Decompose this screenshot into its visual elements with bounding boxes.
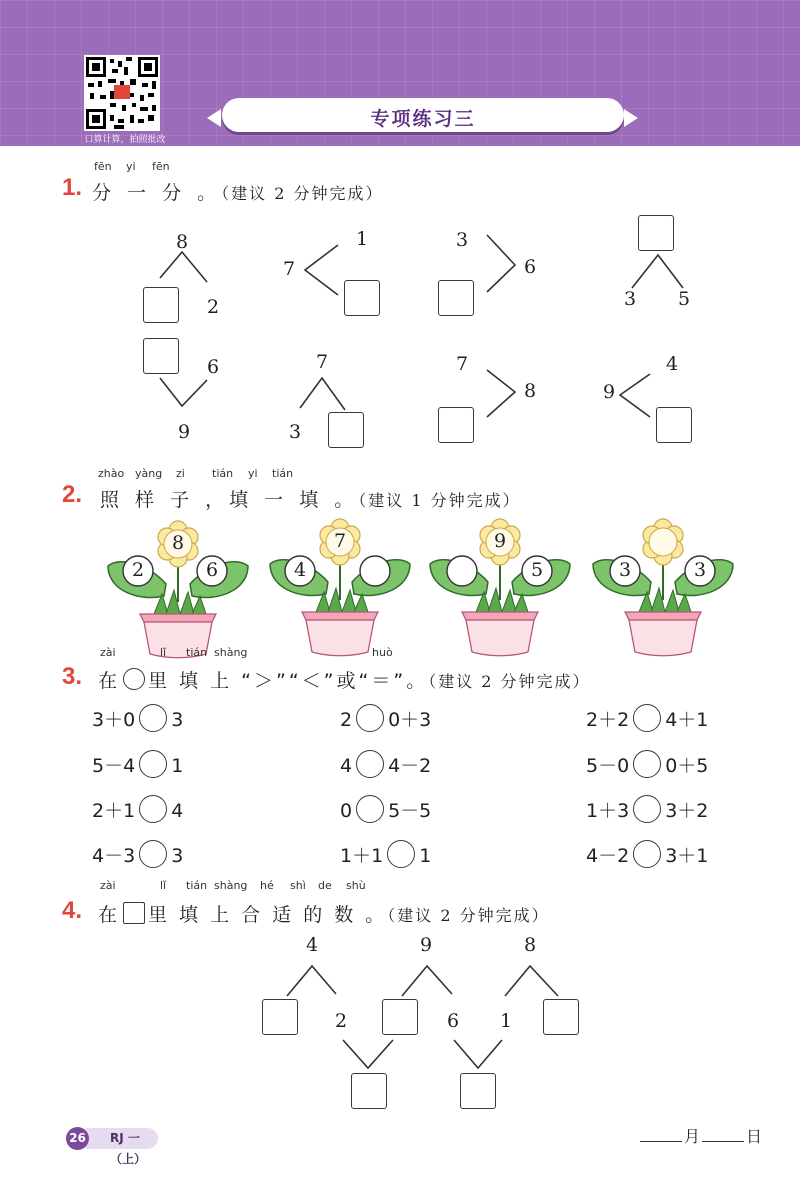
q2-pinyin-3: zi [176, 467, 185, 480]
q3-r4-c1: 4－3 3 [92, 840, 183, 868]
q3-r1-c1-answer[interactable] [139, 704, 167, 732]
q2-pinyin-1: zhào [98, 467, 125, 480]
q4-suggestion: （建议 2 分钟完成） [387, 906, 550, 925]
flower1-left: 2 [131, 559, 145, 581]
q4-pinyin-1: zài [100, 879, 116, 892]
flower3-top: 9 [493, 530, 507, 552]
q3-r2-c2-answer[interactable] [356, 750, 384, 778]
q3-circle-icon [123, 668, 145, 690]
q3-title-a: 在 [98, 670, 121, 692]
q3-r4-c2-answer[interactable] [387, 840, 415, 868]
q3-r3-c2-answer[interactable] [356, 795, 384, 823]
qr-caption: 口算计算，拍照批改 [84, 135, 166, 145]
q4-box-icon [123, 902, 145, 924]
q4-answer-box-3[interactable] [543, 999, 579, 1035]
q1-item8-left: 9 [603, 381, 616, 403]
q3-r4-c3: 4－2 3＋1 [586, 840, 708, 868]
q3-suggestion: （建议 2 分钟完成） [428, 672, 591, 691]
q2-pinyin-6: tián [272, 467, 294, 480]
date-field [638, 1124, 762, 1147]
q3-r2-c3: 5－0 0＋5 [586, 750, 708, 778]
q3-r3-c2: 0 5－5 [340, 795, 431, 823]
q4-answer-box-2[interactable] [382, 999, 418, 1035]
page-number: 26 [66, 1127, 89, 1150]
flower3-right: 5 [530, 559, 544, 581]
q3-r1-c1: 3＋0 3 [92, 704, 183, 732]
flower4-left: 3 [618, 559, 632, 581]
q3-text [98, 666, 591, 693]
q3-r1-c2: 2 0＋3 [340, 704, 431, 732]
q1-pinyin-1: fēn [94, 160, 112, 173]
flower-4 [593, 519, 733, 656]
q4-pinyin-6: shì [290, 879, 306, 892]
q3-r4-c1-answer[interactable] [139, 840, 167, 868]
q1-item1-top: 8 [176, 231, 189, 253]
q3-r2-c1: 5－4 1 [92, 750, 183, 778]
q4-answer-box-5[interactable] [460, 1073, 496, 1109]
q1-item2-left: 7 [283, 258, 296, 280]
q3-r4-c2: 1＋1 1 [340, 840, 431, 868]
flower2-top: 7 [333, 530, 347, 552]
flower1-top: 8 [171, 532, 185, 554]
month-blank[interactable] [640, 1141, 682, 1142]
q2-suggestion: （建议 1 分钟完成） [358, 491, 521, 510]
q1-item4-left: 3 [624, 288, 637, 310]
day-label: 日 [746, 1127, 763, 1146]
q1-title: 分 一 分 。 [92, 182, 222, 204]
q4-num-2: 2 [335, 1010, 348, 1032]
q1-item2-top: 1 [356, 228, 369, 250]
q3-pinyin-5: huò [372, 646, 393, 659]
q3-pinyin-1: zài [100, 646, 116, 659]
q4-pinyin-5: hé [260, 879, 274, 892]
page-title: 专项练习三 [370, 108, 476, 130]
q3-title-b: 里 填 上 “＞”“＜”或“＝”。 [148, 670, 429, 692]
q1-item4-right: 5 [678, 288, 691, 310]
flower2-left: 4 [293, 559, 307, 581]
flower1-right: 6 [205, 559, 219, 581]
q4-number: 4. [62, 897, 83, 924]
q3-r3-c1: 2＋1 4 [92, 795, 183, 823]
q3-r4-c3-answer[interactable] [633, 840, 661, 868]
q3-r1-c3: 2＋2 4＋1 [586, 704, 708, 732]
q4-num-1: 1 [500, 1010, 513, 1032]
q4-num-6: 6 [447, 1010, 460, 1032]
q1-item6-top: 7 [316, 351, 329, 373]
flower3-left-circle [447, 556, 477, 586]
q4-pinyin-4: shàng [214, 879, 248, 892]
q3-r3-c3-answer[interactable] [633, 795, 661, 823]
q4-text [98, 900, 550, 927]
q1-item5-bottom: 9 [178, 421, 191, 443]
month-label: 月 [684, 1127, 701, 1146]
q4-pinyin-2: lǐ [160, 879, 167, 892]
q4-num-9: 9 [420, 934, 433, 956]
q2-pinyin-2: yàng [135, 467, 163, 480]
q3-r3-c1-answer[interactable] [139, 795, 167, 823]
q1-item8-top: 4 [666, 353, 679, 375]
q3-r2-c1-answer[interactable] [139, 750, 167, 778]
q3-r2-c2: 4 4－2 [340, 750, 431, 778]
q3-pinyin-2: lǐ [160, 646, 167, 659]
flower4-right: 3 [693, 559, 707, 581]
q1-number: 1. [62, 174, 83, 201]
q1-item6-left: 3 [289, 421, 302, 443]
q4-pinyin-7: de [318, 879, 332, 892]
q1-item3-right: 6 [524, 256, 537, 278]
q1-item3-top: 3 [456, 229, 469, 251]
flower2-right-circle [360, 556, 390, 586]
q4-title-a: 在 [98, 904, 121, 926]
q4-pinyin-3: tián [186, 879, 208, 892]
q3-r1-c3-answer[interactable] [633, 704, 661, 732]
q4-pinyin-8: shù [346, 879, 366, 892]
q2-pinyin-4: tián [212, 467, 234, 480]
q3-number: 3. [62, 663, 83, 690]
q1-pinyin-2: yi [126, 160, 136, 173]
q2-number: 2. [62, 481, 83, 508]
day-blank[interactable] [702, 1141, 744, 1142]
q1-item5-right: 6 [207, 356, 220, 378]
q2-pinyin-5: yi [248, 467, 258, 480]
q3-r3-c3: 1＋3 3＋2 [586, 795, 708, 823]
q1-item7-top: 7 [456, 353, 469, 375]
q2-title: 照 样 子 ，填 一 填 。 [100, 489, 359, 511]
q3-pinyin-3: tián [186, 646, 208, 659]
q1-suggestion: （建议 2 分钟完成） [221, 184, 384, 203]
q4-num-4: 4 [306, 934, 319, 956]
q3-r2-c3-answer[interactable] [633, 750, 661, 778]
footer-book-tag: RJ 一（上） [86, 1128, 158, 1149]
q4-answer-box-1[interactable] [262, 999, 298, 1035]
q1-item1-right: 2 [207, 296, 220, 318]
q1-item7-right: 8 [524, 380, 537, 402]
q4-title-b: 里 填 上 合 适 的 数 。 [148, 904, 388, 926]
q3-pinyin-4: shàng [214, 646, 248, 659]
q4-num-8: 8 [524, 934, 537, 956]
q3-r1-c2-answer[interactable] [356, 704, 384, 732]
q4-answer-box-4[interactable] [351, 1073, 387, 1109]
q1-pinyin-3: fēn [152, 160, 170, 173]
